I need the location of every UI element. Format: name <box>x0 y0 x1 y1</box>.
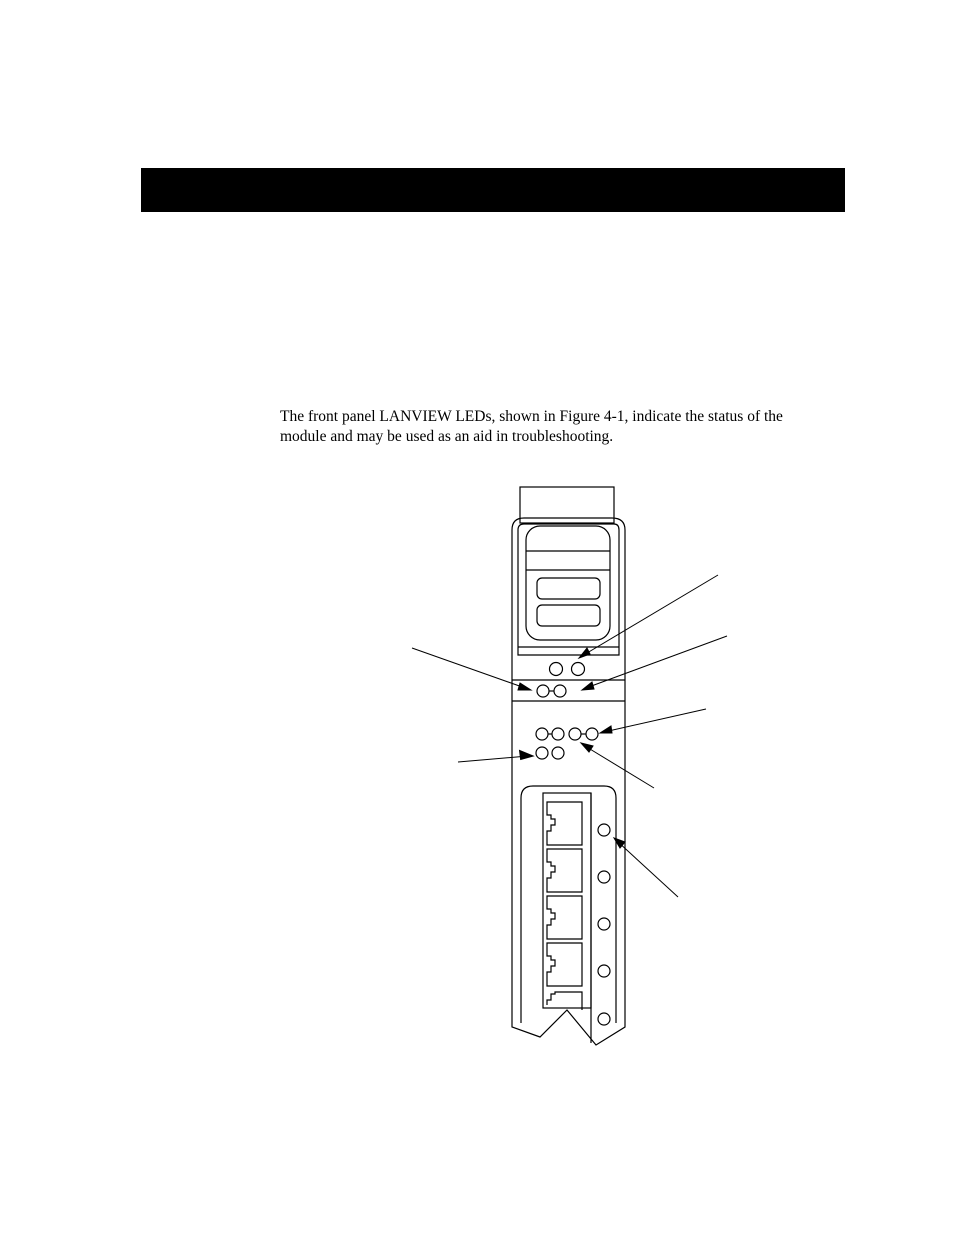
rj45-port-3 <box>547 896 582 939</box>
led-pair-linked <box>537 685 566 697</box>
port-led-column <box>598 824 610 1025</box>
intro-line-1: The front panel LANVIEW LEDs, shown in Figure 4-1, indicate the status of the <box>280 408 783 425</box>
port-bay <box>521 786 616 1023</box>
rj45-port-1 <box>547 802 582 845</box>
rj45-port-2 <box>547 849 582 892</box>
rj45-port-5-partial <box>547 992 582 1010</box>
led-pair-upper <box>550 663 585 676</box>
ejector-window <box>518 524 619 655</box>
rj45-port-4 <box>547 943 582 986</box>
port-strip <box>543 793 591 1008</box>
intro-line-2: module and may be used as an aid in troubleshooting. <box>280 428 614 445</box>
led-pair-lower <box>536 747 564 759</box>
led-row-linked <box>536 728 598 740</box>
